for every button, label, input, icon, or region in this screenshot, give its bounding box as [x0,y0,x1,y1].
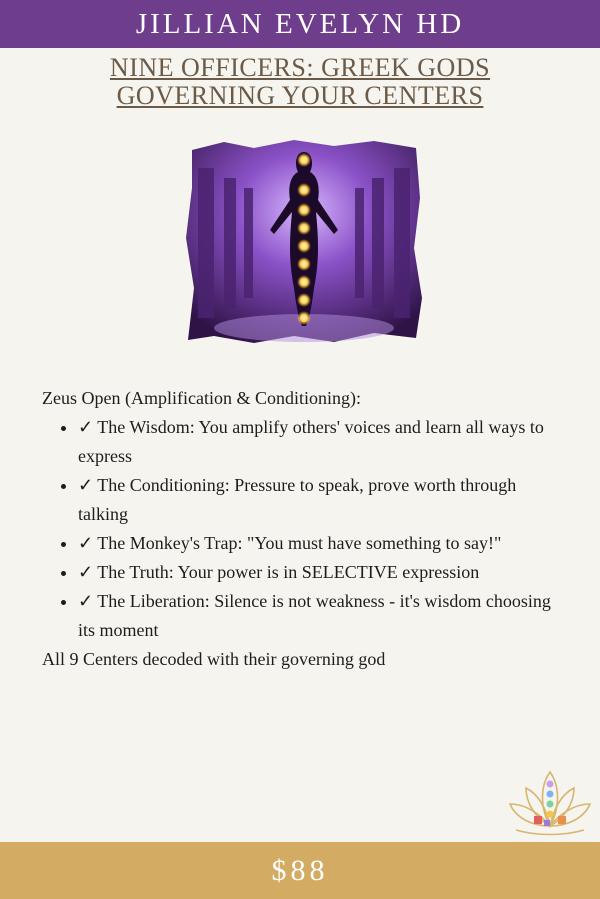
page-title [40,54,560,110]
brand-name: JILLIAN EVELYN HD [135,7,465,40]
list-item: • ✓ The Conditioning: Pressure to speak, prove worth through talking [78,471,562,529]
meditating-figure-icon [184,138,424,345]
price-label: $88 [271,853,329,887]
list-item: • ✓ The Liberation: Silence is not weakness - it's wisdom choosing its moment [78,587,562,645]
lotus-logo-icon [506,764,594,840]
title-line-2: GOVERNING YOUR CENTERS [116,81,484,110]
list-item: • ✓ The Truth: Your power is in SELECTIVE expression [78,558,562,587]
title-line-1: NINE OFFICERS: GREEK GODS [109,53,491,82]
intro-text: Zeus Open (Amplification & Conditioning): [42,388,361,408]
list-item: • ✓ The Monkey's Trap: "You must have something to say!" [78,529,562,558]
description [42,384,562,674]
hero-image [184,138,424,345]
list-item: • ✓ The Wisdom: You amplify others' voices and learn all ways to express [78,413,562,471]
outro-text: All 9 Centers decoded with their governing god [42,649,386,669]
brand-header [0,0,600,48]
feature-list [42,413,562,645]
price-bar [0,842,600,899]
